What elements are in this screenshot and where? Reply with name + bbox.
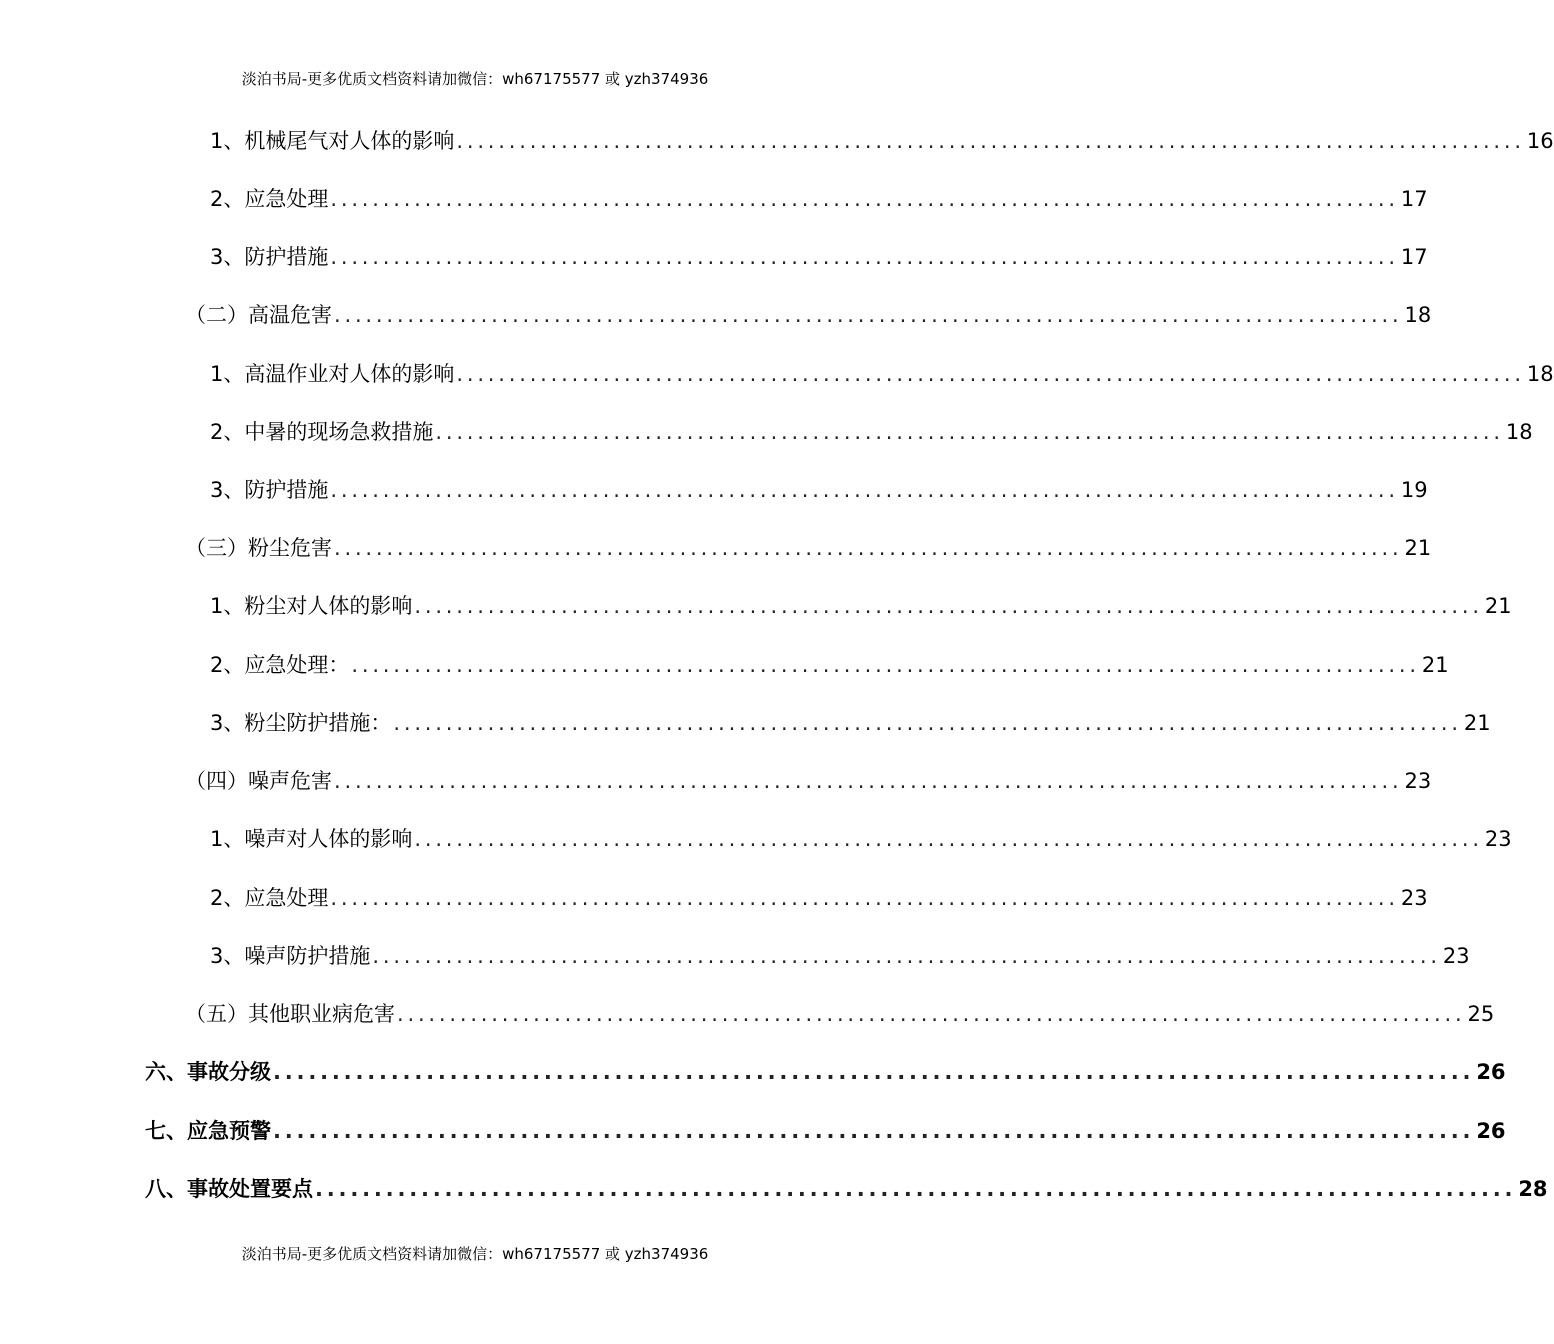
- toc-leader-dots: ......................................................................................................: [273, 1119, 1475, 1143]
- toc-entry-label: （四）噪声危害: [185, 769, 332, 793]
- toc-entry-label: 2、中暑的现场急救措施: [210, 420, 434, 444]
- toc-entry-label: 3、防护措施: [210, 478, 329, 502]
- toc-entry-label: 3、噪声防护措施: [210, 944, 371, 968]
- toc-leader-dots: ......................................................................................................: [334, 536, 1403, 560]
- toc-entry-label: （二）高温危害: [185, 303, 332, 327]
- toc-entry-page: 25: [1467, 1002, 1495, 1026]
- toc-entry[interactable]: [145, 1114, 1506, 1148]
- toc-leader-dots: ......................................................................................................: [315, 1177, 1517, 1201]
- toc-entry-label: 1、高温作业对人体的影响: [210, 362, 455, 386]
- toc-entry[interactable]: [210, 415, 1533, 449]
- toc-leader-dots: ......................................................................................................: [372, 944, 1441, 968]
- toc-entry-label: 八、事故处置要点: [145, 1177, 313, 1201]
- toc-entry-page: 17: [1400, 245, 1428, 269]
- toc-entry-page: 23: [1404, 769, 1432, 793]
- toc-entry-page: 18: [1505, 420, 1533, 444]
- toc-entry-page: 23: [1400, 886, 1428, 910]
- toc-entry[interactable]: [210, 939, 1470, 973]
- toc-entry-page: 18: [1526, 362, 1554, 386]
- toc-leader-dots: ......................................................................................................: [334, 769, 1403, 793]
- toc-entry-page: 21: [1484, 594, 1512, 618]
- page-header-watermark: 淡泊书局-更多优质文档资料请加微信：wh67175577 或 yzh374936: [241, 70, 709, 88]
- toc-entry-label: 2、应急处理: [210, 187, 329, 211]
- toc-entry-label: 1、噪声对人体的影响: [210, 827, 413, 851]
- toc-entry-page: 26: [1476, 1060, 1506, 1084]
- toc-entry[interactable]: [210, 124, 1554, 158]
- toc-leader-dots: ......................................................................................................: [397, 1002, 1466, 1026]
- toc-entry[interactable]: [210, 648, 1449, 682]
- toc-leader-dots: ......................................................................................................: [330, 886, 1399, 910]
- toc-leader-dots: ......................................................................................................: [456, 362, 1525, 386]
- toc-entry[interactable]: [145, 1055, 1506, 1089]
- toc-leader-dots: ......................................................................................................: [456, 129, 1525, 153]
- toc-entry-label: （三）粉尘危害: [185, 536, 332, 560]
- toc-entry[interactable]: [185, 764, 1432, 798]
- toc-entry[interactable]: [210, 240, 1428, 274]
- toc-entry[interactable]: [210, 589, 1512, 623]
- toc-entry-page: 21: [1404, 536, 1432, 560]
- toc-entry-page: 18: [1404, 303, 1432, 327]
- toc-entry-page: 23: [1484, 827, 1512, 851]
- toc-entry-label: 3、防护措施: [210, 245, 329, 269]
- toc-entry-page: 21: [1463, 711, 1491, 735]
- toc-leader-dots: ......................................................................................................: [334, 303, 1403, 327]
- toc-entry-label: 1、机械尾气对人体的影响: [210, 129, 455, 153]
- toc-entry[interactable]: [185, 997, 1495, 1031]
- toc-entry-page: 17: [1400, 187, 1428, 211]
- toc-leader-dots: ......................................................................................................: [393, 711, 1462, 735]
- toc-leader-dots: ......................................................................................................: [330, 245, 1399, 269]
- toc-entry-page: 21: [1421, 653, 1449, 677]
- toc-entry[interactable]: [210, 473, 1428, 507]
- toc-entry-page: 26: [1476, 1119, 1506, 1143]
- toc-entry[interactable]: [210, 881, 1428, 915]
- toc-entry[interactable]: [210, 706, 1491, 740]
- toc-leader-dots: ......................................................................................................: [273, 1060, 1475, 1084]
- toc-entry-label: 3、粉尘防护措施：: [210, 711, 392, 735]
- toc-entry[interactable]: [185, 531, 1432, 565]
- toc-entry[interactable]: [210, 822, 1512, 856]
- toc-entry-label: 七、应急预警: [145, 1119, 271, 1143]
- toc-entry-page: 28: [1518, 1177, 1548, 1201]
- toc-leader-dots: ......................................................................................................: [435, 420, 1504, 444]
- page-footer-watermark: 淡泊书局-更多优质文档资料请加微信：wh67175577 或 yzh374936: [241, 1245, 709, 1263]
- toc-entry-label: 六、事故分级: [145, 1060, 271, 1084]
- toc-entry-page: 19: [1400, 478, 1428, 502]
- toc-entry[interactable]: [185, 298, 1432, 332]
- toc-entry-label: 2、应急处理: [210, 886, 329, 910]
- toc-entry-label: 1、粉尘对人体的影响: [210, 594, 413, 618]
- toc-leader-dots: ......................................................................................................: [351, 653, 1420, 677]
- toc-entry-page: 16: [1526, 129, 1554, 153]
- toc-leader-dots: ......................................................................................................: [414, 594, 1483, 618]
- toc-entry-label: 2、应急处理：: [210, 653, 350, 677]
- toc-leader-dots: ......................................................................................................: [414, 827, 1483, 851]
- toc-entry[interactable]: [210, 182, 1428, 216]
- toc-leader-dots: ......................................................................................................: [330, 187, 1399, 211]
- toc-entry[interactable]: [145, 1172, 1548, 1206]
- toc-leader-dots: ......................................................................................................: [330, 478, 1399, 502]
- toc-entry-page: 23: [1442, 944, 1470, 968]
- toc-entry[interactable]: [210, 357, 1554, 391]
- toc-entry-label: （五）其他职业病危害: [185, 1002, 395, 1026]
